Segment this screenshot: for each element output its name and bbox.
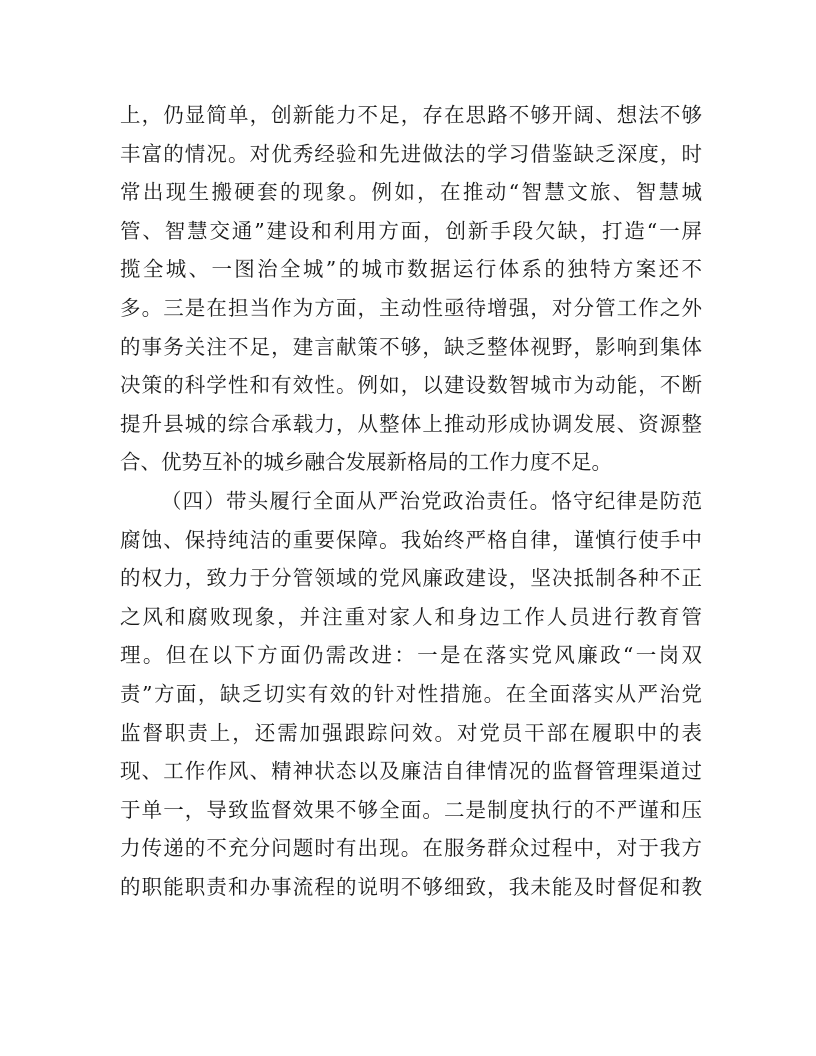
text-line: 丰富的情况。对优秀经验和先进做法的学习借鉴缺乏深度，时 (120, 141, 702, 166)
text-line: 提升县城的综合承载力，从整体上推动形成协调发展、资源整 (120, 411, 702, 436)
text-line: 于单一，导致监督效果不够全面。二是制度执行的不严谨和压 (120, 797, 702, 822)
text-line: 之风和腐败现象，并注重对家人和身边工作人员进行教育管 (120, 604, 702, 629)
section-heading-line: （四）带头履行全面从严治党政治责任。恪守纪律是防范 (161, 488, 702, 513)
text-line: 决策的科学性和有效性。例如，以建设数智城市为动能，不断 (120, 373, 702, 398)
text-line: 的权力，致力于分管领域的党风廉政建设，坚决抵制各种不正 (120, 566, 702, 591)
text-line: 多。三是在担当作为方面，主动性亟待增强，对分管工作之外 (120, 295, 702, 320)
text-line: 监督职责上，还需加强跟踪问效。对党员干部在履职中的表 (120, 720, 702, 745)
text-line: 腐蚀、保持纯洁的重要保障。我始终严格自律，谨慎行使手中 (120, 527, 702, 552)
text-line: 理。但在以下方面仍需改进：一是在落实党风廉政“一岗双 (120, 643, 702, 668)
text-line: 的职能职责和办事流程的说明不够细致，我未能及时督促和教 (120, 874, 702, 899)
text-line: 上，仍显简单，创新能力不足，存在思路不够开阔、想法不够 (120, 103, 702, 127)
text-line: 的事务关注不足，建言献策不够，缺乏整体视野，影响到集体 (120, 334, 702, 359)
text-line: 常出现生搬硬套的现象。例如，在推动“智慧文旅、智慧城 (120, 180, 702, 205)
text-line: 力传递的不充分问题时有出现。在服务群众过程中，对于我方 (120, 836, 702, 861)
body-text (120, 96, 702, 906)
text-line: 现、工作作风、精神状态以及廉洁自律情况的监督管理渠道过 (120, 759, 702, 784)
text-line: 责”方面，缺乏切实有效的针对性措施。在全面落实从严治党 (120, 681, 702, 706)
text-line: 合、优势互补的城乡融合发展新格局的工作力度不足。 (120, 450, 612, 475)
text-line: 揽全城、一图治全城”的城市数据运行体系的独特方案还不 (120, 257, 702, 282)
text-line: 管、智慧交通”建设和利用方面，创新手段欠缺，打造“一屏 (120, 218, 702, 243)
